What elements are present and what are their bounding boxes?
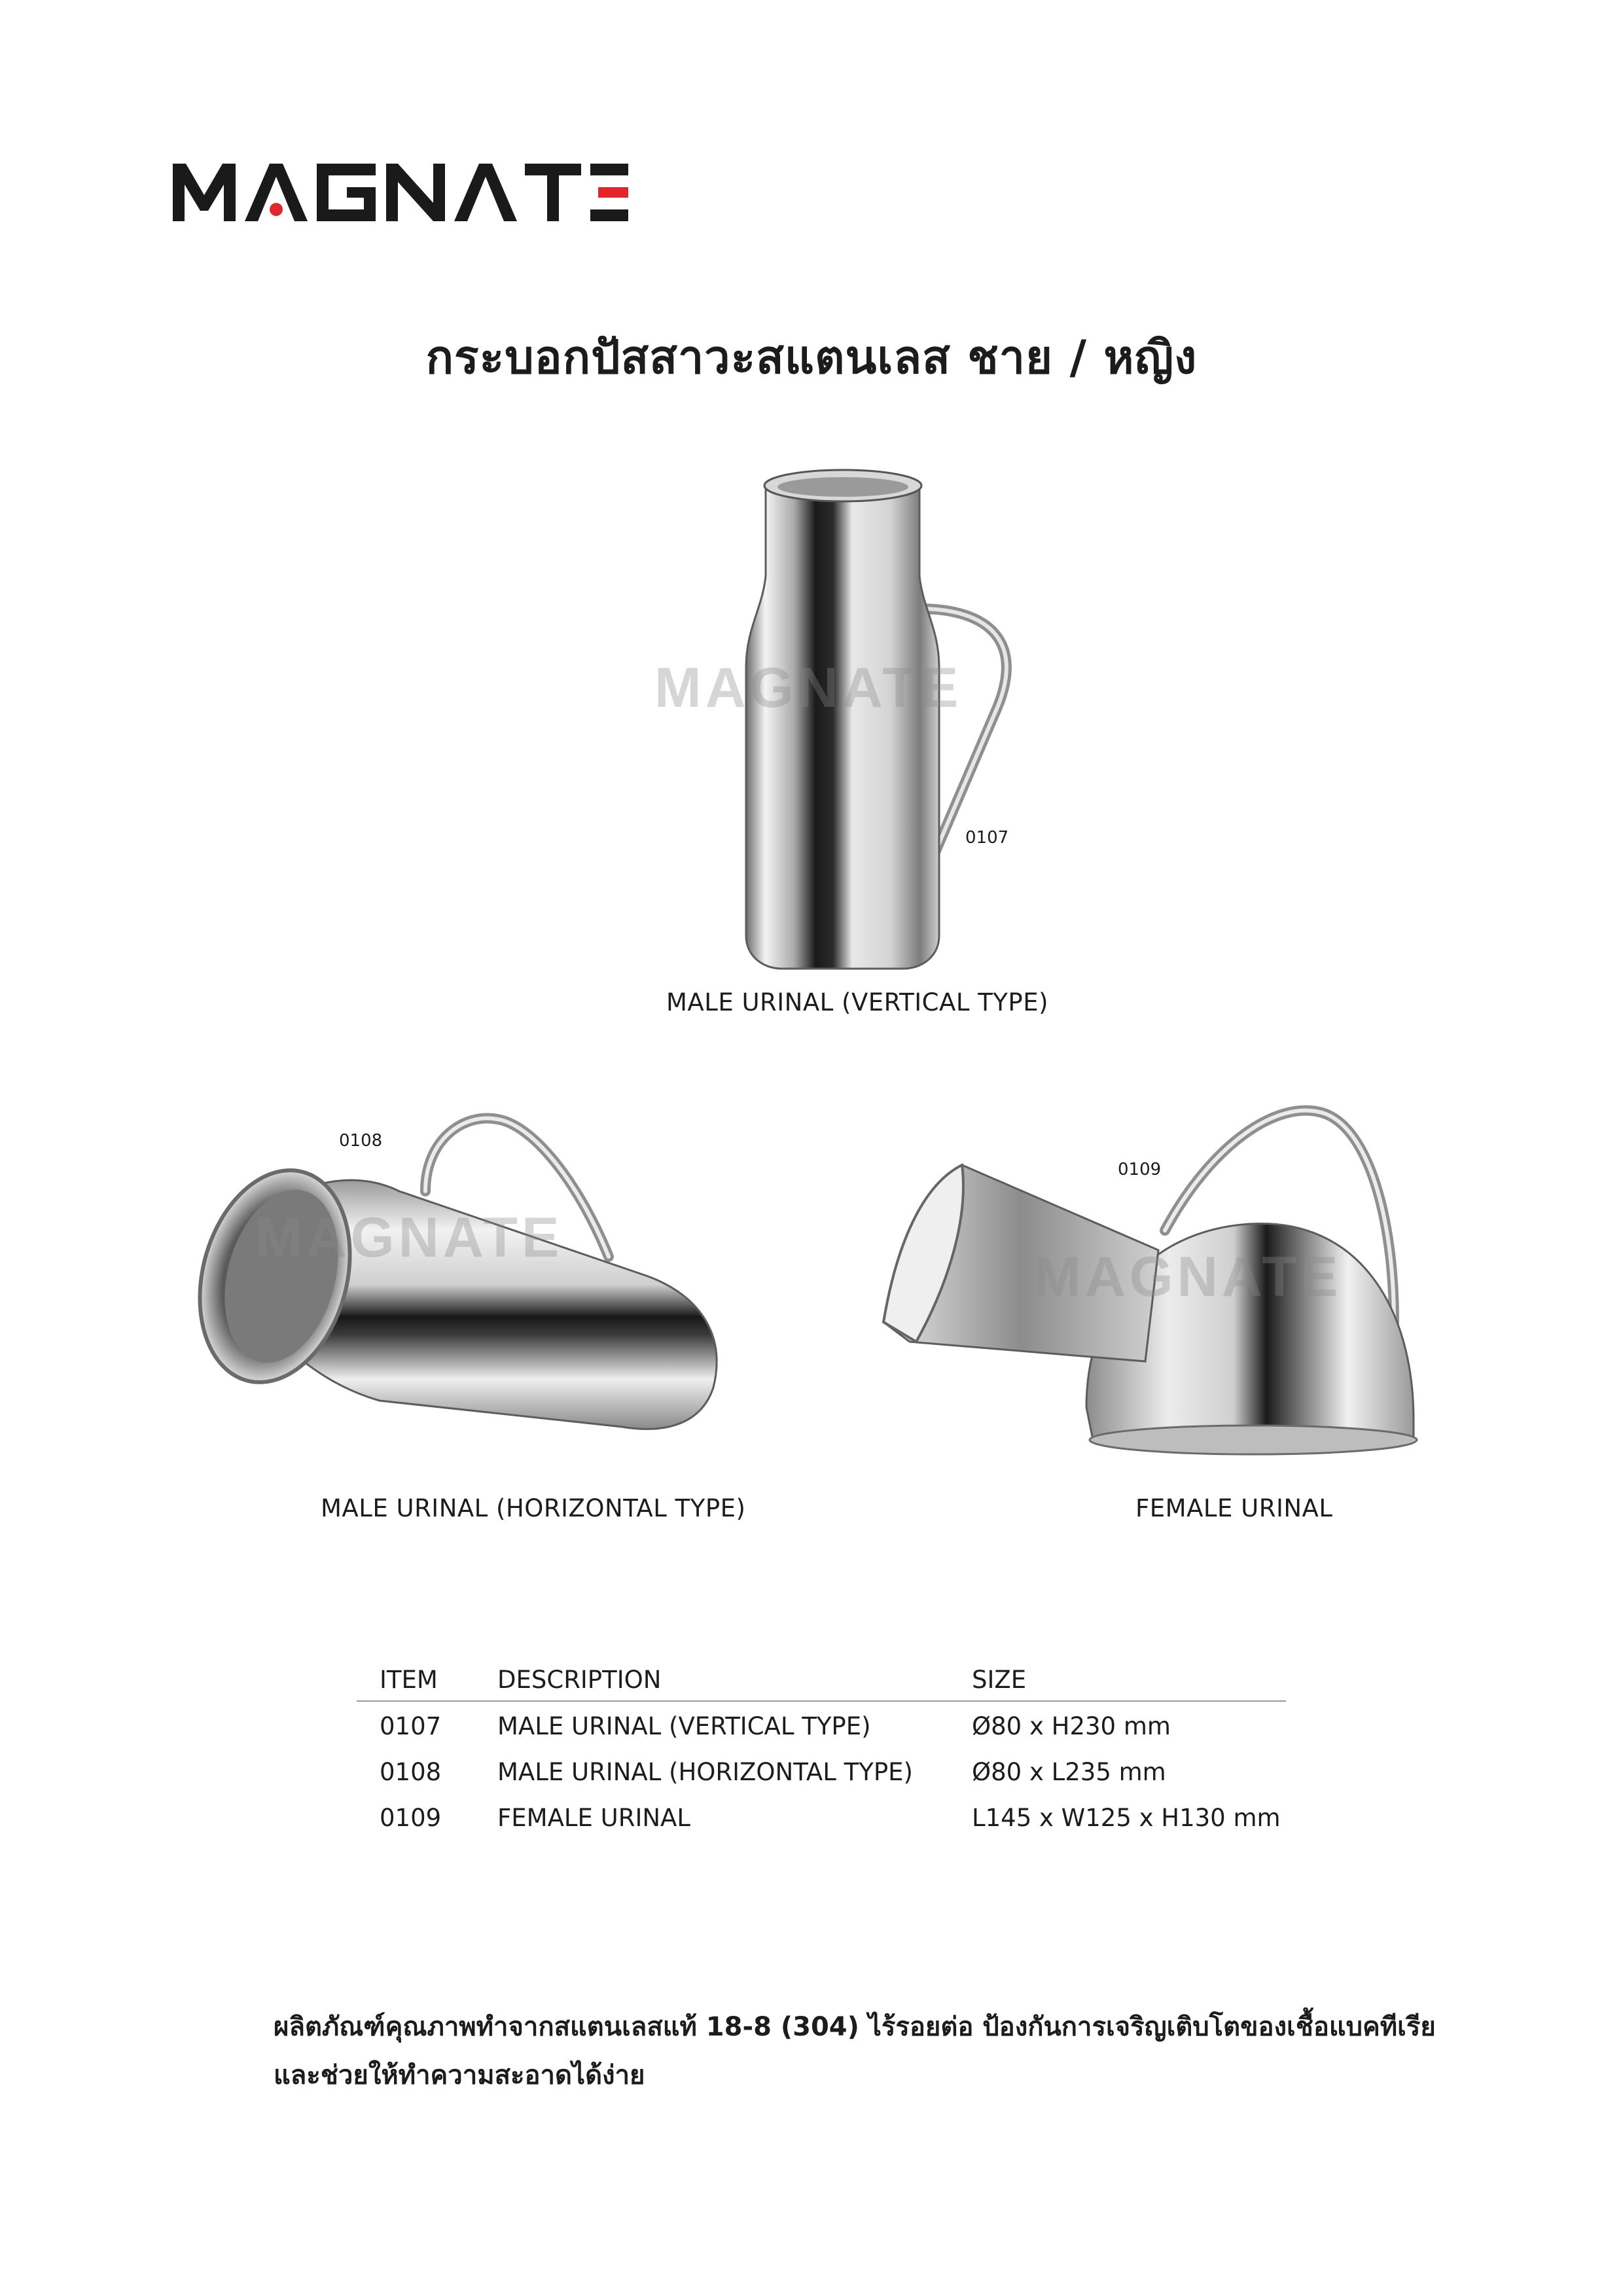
caption-vertical-type: MALE URINAL (VERTICAL TYPE) <box>666 988 1049 1016</box>
row-description: MALE URINAL (HORIZONTAL TYPE) <box>497 1758 913 1786</box>
caption-horizontal-type: MALE URINAL (HORIZONTAL TYPE) <box>321 1494 746 1522</box>
product-code-0107: 0107 <box>965 828 1009 848</box>
table-row <box>357 1706 1286 1751</box>
table-row <box>357 1797 1286 1843</box>
table-row <box>357 1751 1286 1797</box>
female-urinal-image <box>870 1086 1459 1466</box>
header-size: SIZE <box>972 1666 1027 1694</box>
watermark-text: MAGNATE <box>255 1206 563 1269</box>
watermark-text: MAGNATE <box>654 656 963 719</box>
spec-table <box>357 1659 1286 1843</box>
table-header-row <box>357 1659 1286 1702</box>
product-code-0109: 0109 <box>1118 1160 1162 1179</box>
row-item: 0108 <box>380 1758 442 1786</box>
row-description: FEMALE URINAL <box>497 1804 690 1832</box>
row-size: Ø80 x H230 mm <box>972 1712 1171 1740</box>
page-title: กระบอกปัสสาวะสแตนเลส ชาย / หญิง <box>425 331 1198 384</box>
row-description: MALE URINAL (VERTICAL TYPE) <box>497 1712 871 1740</box>
brand-logo <box>171 154 630 228</box>
row-item: 0107 <box>380 1712 442 1740</box>
header-item: ITEM <box>380 1666 438 1694</box>
description-line-1: ผลิตภัณฑ์คุณภาพทำจากสแตนเลสแท้ 18-8 (304) ไร้รอยต่อ ป้องกันการเจริญเติบโตของเชื้อแบคทีเรีย <box>274 2012 1436 2042</box>
caption-female: FEMALE URINAL <box>1135 1494 1333 1522</box>
row-size: Ø80 x L235 mm <box>972 1758 1166 1786</box>
product-description <box>274 2003 1452 2100</box>
header-description: DESCRIPTION <box>497 1666 662 1694</box>
row-size: L145 x W125 x H130 mm <box>972 1804 1281 1832</box>
horizontal-urinal-image <box>190 1060 746 1466</box>
watermark-text: MAGNATE <box>1034 1246 1342 1308</box>
row-item: 0109 <box>380 1804 442 1832</box>
product-code-0108: 0108 <box>339 1131 383 1151</box>
description-line-2: และช่วยให้ทำความสะอาดได้ง่าย <box>274 2060 645 2090</box>
vertical-urinal-image <box>654 458 1073 982</box>
